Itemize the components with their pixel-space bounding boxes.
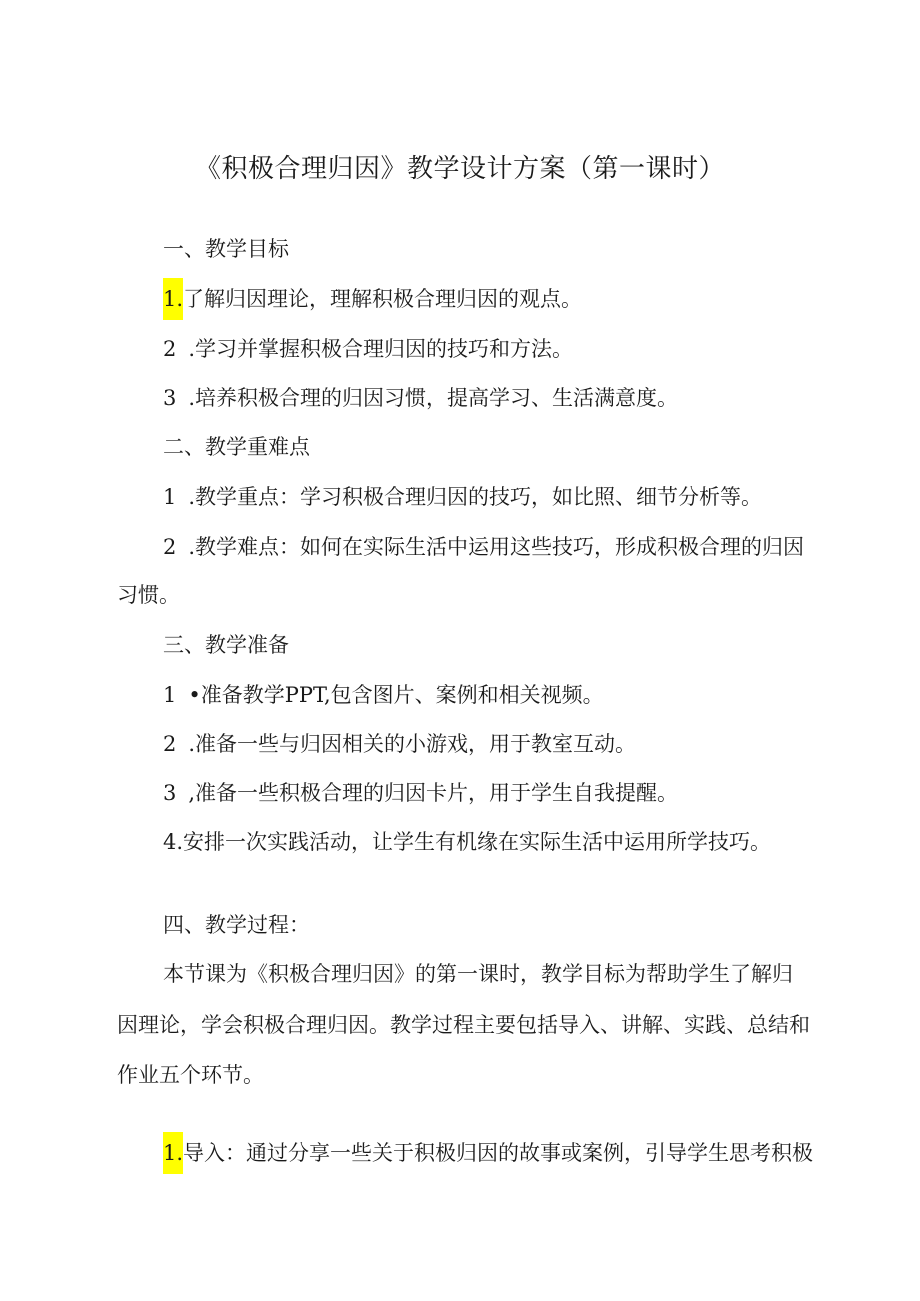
list-item [163, 383, 678, 413]
step-text: 导入：通过分享一些关于积极归因的故事或案例，引导学生思考积极 [183, 1141, 814, 1165]
list-item [163, 334, 573, 364]
paragraph-line: 本节课为《积极合理归因》的第一课时，教学目标为帮助学生了解归 [163, 962, 793, 986]
item-text: 了解归因理论，理解积极合理归因的观点。 [183, 287, 583, 311]
list-item [163, 284, 582, 320]
item-number: 2 [163, 337, 177, 361]
item-number: 4 [163, 830, 177, 854]
step-number-highlighted: 1. [163, 1132, 183, 1174]
section-heading-preparation: 三、教学准备 [163, 633, 289, 657]
item-text: ,准备一些积极合理的归因卡片，用于学生自我提醒。 [188, 781, 679, 805]
section-heading-objectives: 一、教学目标 [163, 237, 289, 261]
item-text: .安排一次实践活动，让学生有机缘在实际生活中运用所学技巧。 [176, 830, 772, 854]
item-number: 3 [163, 781, 177, 805]
list-item [163, 680, 604, 710]
item-number: 1 [163, 683, 177, 707]
list-item [163, 532, 804, 562]
item-text: .教学重点：学习积极合理归因的技巧，如比照、细节分析等。 [188, 485, 763, 509]
process-step [163, 1138, 813, 1174]
item-text: .教学难点：如何在实际生活中运用这些技巧，形成积极合理的归因 [188, 535, 805, 559]
item-number: 3 [163, 386, 177, 410]
item-number-highlighted: 1. [163, 278, 183, 320]
item-text: .学习并掌握积极合理归因的技巧和方法。 [188, 337, 574, 361]
item-number: 2 [163, 732, 177, 756]
item-number: 2 [163, 535, 177, 559]
page-title: 《积极合理归因》教学设计方案（第一课时） [194, 154, 725, 184]
item-text: •准备教学PPT,包含图片、案例和相关视频。 [188, 683, 604, 707]
list-item [163, 778, 678, 808]
item-text: .培养积极合理的归因习惯，提高学习、生活满意度。 [188, 386, 679, 410]
list-item [163, 729, 636, 759]
item-text: .准备一些与归因相关的小游戏，用于教室互动。 [188, 732, 637, 756]
item-continuation: 习惯。 [117, 583, 180, 607]
section-heading-key-points: 二、教学重难点 [163, 435, 310, 459]
paragraph-line: 因理论，学会积极合理归因。教学过程主要包括导入、讲解、实践、总结和 [117, 1013, 810, 1037]
list-item [163, 482, 762, 512]
list-item [163, 827, 771, 857]
section-heading-process: 四、教学过程： [163, 913, 310, 937]
paragraph-line: 作业五个环节。 [117, 1063, 264, 1087]
item-number: 1 [163, 485, 177, 509]
